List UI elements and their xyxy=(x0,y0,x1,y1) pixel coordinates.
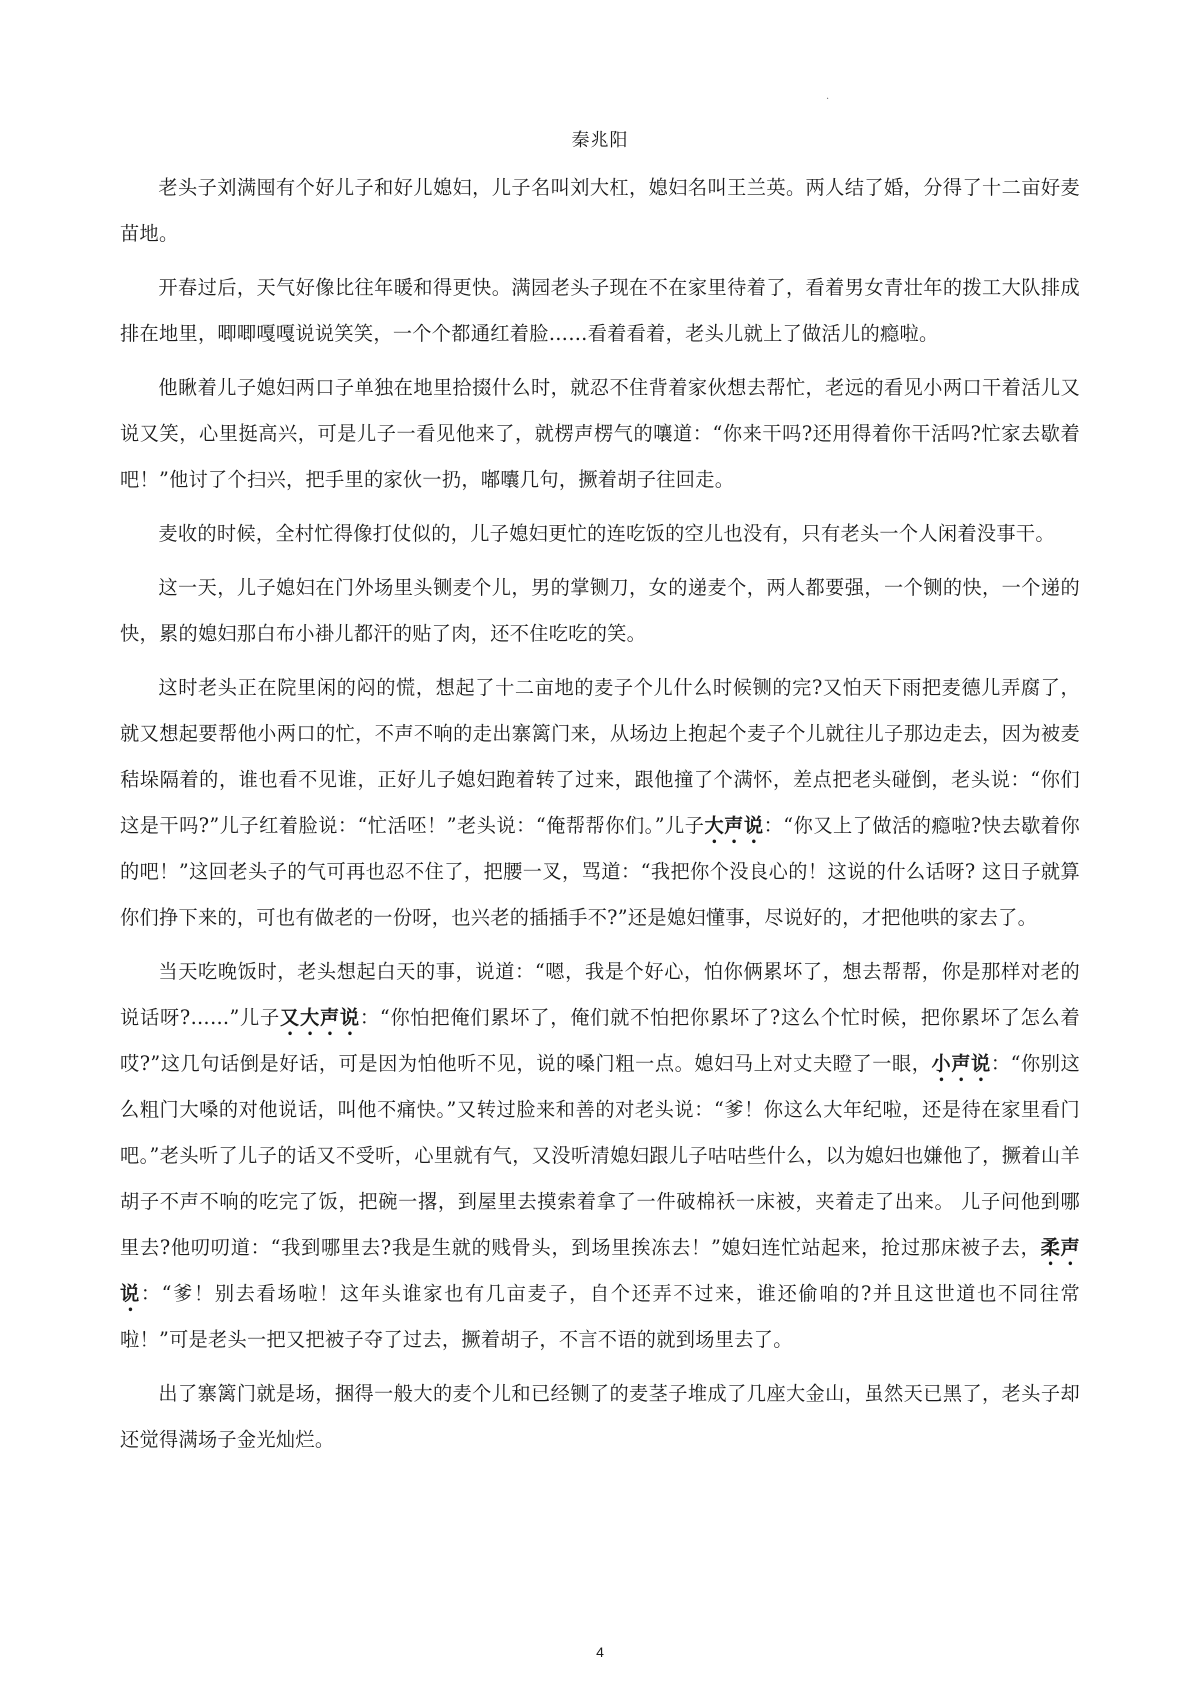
paragraph-text: 这时老头正在院里闲的闷的慌，想起了十二亩地的麦子个儿什么时候铡的完?又怕天下雨把麦德儿弄腐了，就又想起要帮他小两口的忙，不声不响的走出寨篱门来，从场边上抱起个麦子个儿就往儿子那边走去，因为被麦秸垛隔着的，谁也看不见谁，正好儿子媳妇跑着转了过来，跟他撞了个满怀，差点把老头碰倒，老头说：“你们这是干吗?”儿子红着脸说：“忙活呸！”老头说：“俺帮帮你们。”儿子 xyxy=(120,676,1080,837)
emphasized-speech-tag: 又大声说 xyxy=(280,1006,360,1029)
paragraph-text: 开春过后，天气好像比往年暖和得更快。满园老头子现在不在家里待着了，看着男女青壮年的拨工大队排成排在地里，唧唧嘎嘎说说笑笑，一个个都通红着脸……看着看着，老头儿就上了做活儿的瘾啦。 xyxy=(120,276,1080,345)
paragraph-3 xyxy=(120,365,1080,503)
paragraph-text: ：“你别这么粗门大嗓的对他说话，叫他不痛快。”又转过脸来和善的对老头说：“爹！你这么大年纪啦，还是待在家里看门吧。”老头听了儿子的话又不受听，心里就有气，又没听清媳妇跟儿子咕咕些什么，以为媳妇也嫌他了，撅着山羊胡子不声不响的吃完了饭，把碗一撂，到屋里去摸索着拿了一件破棉袄一床被，夹着走了出来。 儿子问他到哪里去?他叨叨道：“我到哪里去?我是生就的贱骨头，到场里挨冻去！”媳妇连忙站起来，抢过那床被子去， xyxy=(120,1052,1080,1259)
paragraph-5 xyxy=(120,565,1080,657)
header-dot: · xyxy=(826,94,830,105)
page-number: 4 xyxy=(596,1644,604,1660)
author-name: 秦兆阳 xyxy=(571,130,629,151)
paragraph-text: ：“爹！别去看场啦！这年头谁家也有几亩麦子，自个还弄不过来，谁还偷咱的?并且这世道也不同往常啦！”可是老头一把又把被子夺了过去，撅着胡子，不言不语的就到场里去了。 xyxy=(120,1282,1080,1351)
paragraph-text: ：“你又上了做活的瘾啦?快去歇着你的吧！”这回老头子的气可再也忍不住了，把腰一叉，骂道：“我把你个没良心的！这说的什么话呀? 这日子就算你们挣下来的，可也有做老的一份呀，也兴老的插插手不?”还是媳妇懂事，尽说好的，才把他哄的家去了。 xyxy=(120,814,1080,929)
paragraph-text: 老头子刘满囤有个好儿子和好儿媳妇，儿子名叫刘大杠，媳妇名叫王兰英。两人结了婚，分得了十二亩好麦苗地。 xyxy=(120,176,1080,245)
emphasized-speech-tag: 柔声说 xyxy=(120,1236,1080,1305)
paragraph-4 xyxy=(120,511,1080,557)
paragraph-text: 他瞅着儿子媳妇两口子单独在地里拾掇什么时，就忍不住背着家伙想去帮忙，老远的看见小两口干着活儿又说又笑，心里挺高兴，可是儿子一看见他来了，就楞声楞气的嚷道：“你来干吗?还用得着你干活吗?忙家去歇着吧！”他讨了个扫兴，把手里的家伙一扔，嘟囔几句，撅着胡子往回走。 xyxy=(120,376,1080,491)
emphasized-speech-tag: 小声说 xyxy=(931,1052,991,1075)
paragraph-text: 麦收的时候，全村忙得像打仗似的，儿子媳妇更忙的连吃饭的空儿也没有，只有老头一个人闲着没事干。 xyxy=(158,522,1055,545)
paragraph-8 xyxy=(120,1371,1080,1463)
paragraph-7 xyxy=(120,949,1080,1363)
paragraph-2 xyxy=(120,265,1080,357)
article-body xyxy=(120,165,1080,1471)
paragraph-6 xyxy=(120,665,1080,941)
paragraph-text: 这一天，儿子媳妇在门外场里头铡麦个儿，男的掌铡刀，女的递麦个，两人都要强，一个铡的快，一个递的快，累的媳妇那白布小褂儿都汗的贴了肉，还不住吃吃的笑。 xyxy=(120,576,1080,645)
emphasized-speech-tag: 大声说 xyxy=(704,814,764,837)
paragraph-text: ：“你怕把俺们累坏了，俺们就不怕把你累坏了?这么个忙时候，把你累坏了怎么着哎?”这几句话倒是好话，可是因为怕他听不见，说的嗓门粗一点。媳妇马上对丈夫瞪了一眼， xyxy=(120,1006,1081,1075)
paragraph-text: 出了寨篱门就是场，捆得一般大的麦个儿和已经铡了的麦茎子堆成了几座大金山，虽然天已黑了，老头子却还觉得满场子金光灿烂。 xyxy=(120,1382,1080,1451)
paragraph-1 xyxy=(120,165,1080,257)
paragraph-text: 当天吃晚饭时，老头想起白天的事，说道：“嗯，我是个好心，怕你俩累坏了，想去帮帮，你是那样对老的说话呀?……”儿子 xyxy=(120,960,1080,1029)
